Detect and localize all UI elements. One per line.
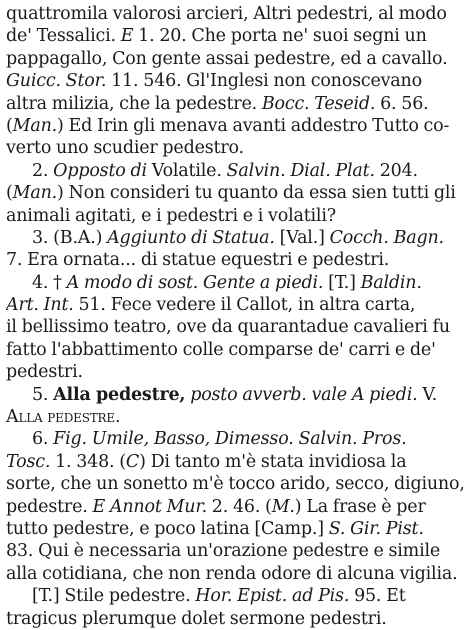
text-line [6, 137, 467, 159]
text-line [6, 451, 467, 473]
text-run: 1. 348. ( [50, 451, 126, 472]
text-run: 5. [32, 384, 54, 405]
italic-text: A modo di sost. Gente a piedi. [66, 272, 324, 293]
italic-text: Hor. Epist. ad Pis. [195, 586, 350, 607]
italic-text: Baldin. [360, 272, 422, 293]
text-run: ) Di tanto m'è stata invidiosa la [139, 451, 407, 472]
text-line [6, 93, 467, 115]
text-run: animali agitati, e i pedestri e i volatili? [6, 205, 336, 226]
text-line [6, 227, 467, 249]
italic-text: Salvin. Dial. Plat. [226, 160, 375, 181]
text-line [6, 608, 467, 630]
text-run: 83. Qui è necessaria un'orazione pedestre e simile [6, 541, 441, 562]
text-line [6, 272, 467, 294]
text-line [6, 428, 467, 450]
italic-text: Cocch. Bagn. [329, 227, 444, 248]
text-run: 3. (B.A.) [32, 227, 108, 248]
text-run: 11. 546. Gl'Inglesi non conoscevano [106, 71, 422, 92]
text-run: 1. 20. Che porta ne' suoi segni un [133, 26, 427, 47]
text-line [6, 473, 467, 495]
text-run: verto uno scudier pedestro. [6, 138, 244, 159]
text-line [6, 25, 467, 47]
italic-text: C [125, 451, 140, 472]
text-line [6, 115, 467, 137]
text-run: Volatile. [146, 160, 227, 181]
italic-text: Bocc. Teseid. [261, 93, 376, 114]
text-line [6, 563, 467, 585]
text-line [6, 361, 467, 383]
italic-text: Man. [12, 115, 58, 136]
italic-text: Fig. Umile, Basso, Dimesso. Salvin. Pros. [53, 429, 407, 450]
italic-text: Man. [12, 183, 58, 204]
italic-text: Tosc. [6, 451, 51, 472]
text-line [6, 294, 467, 316]
text-line [6, 406, 467, 428]
text-run: 2. [32, 160, 54, 181]
smallcaps-text: Alla pedestre. [6, 407, 121, 428]
text-run: de' Tessalici. [6, 26, 121, 47]
text-run: ( [6, 183, 13, 204]
text-run: altra milizia, che la pedestre. [6, 93, 262, 114]
text-line [6, 585, 467, 607]
text-run: [T.] Stile pedestre. [32, 586, 196, 607]
text-run: pedestri. [6, 362, 83, 383]
text-run: il bellissimo teatro, ove da quarantadue cavalieri fu [6, 317, 450, 338]
text-run: 4. † [32, 272, 67, 293]
text-run: ) La frase è per [294, 496, 426, 517]
text-line [6, 518, 467, 540]
italic-text: Guicc. Stor. [6, 71, 107, 92]
italic-text: E Annot Mur. [92, 496, 207, 517]
text-line [6, 70, 467, 92]
text-run: [Val.] [274, 227, 330, 248]
italic-text: Art. Int. [6, 295, 74, 316]
text-run: pedestre. [6, 496, 93, 517]
text-run: 6. 56. [375, 93, 429, 114]
text-run: 6. [32, 429, 54, 450]
text-run: fatto l'abbattimento colle comparse de' carri e de' [6, 339, 436, 360]
text-line [6, 540, 467, 562]
text-line [6, 182, 467, 204]
text-line [6, 384, 467, 406]
text-run: V. [417, 384, 438, 405]
bold-text: Alla pedestre, [53, 384, 186, 405]
text-line [6, 496, 467, 518]
text-line [6, 160, 467, 182]
text-line [6, 339, 467, 361]
text-run: 2. 46. ( [206, 496, 272, 517]
italic-text: Aggiunto di Statua. [107, 227, 275, 248]
text-run: sorte, che un sonetto m'è tocco arido, secco, digiuno, [6, 474, 465, 495]
italic-text: Opposto di [53, 160, 147, 181]
text-line [6, 249, 467, 271]
italic-text: M. [271, 496, 295, 517]
text-run: tutto pedestre, e poco latina [Camp.] [6, 518, 329, 539]
text-line [6, 3, 467, 25]
text-run: ( [6, 115, 13, 136]
italic-text: E [120, 26, 134, 47]
text-run: 7. Era ornata... di statue equestri e pedestri. [6, 250, 390, 271]
text-run: pappagallo, Con gente assai pedestre, ed a cavallo. [6, 48, 448, 69]
italic-text: posto avverb. vale A piedi. [190, 384, 418, 405]
text-run: 51. Fece vedere il Callot, in altra carta, [73, 295, 416, 316]
text-run: quattromila valorosi arcieri, Altri pedestri, al modo [6, 4, 447, 24]
text-run: ) Ed Irin gli menava avanti addestro Tutto co- [57, 115, 450, 136]
italic-text: S. Gir. Pist. [328, 518, 424, 539]
text-run: tragicus plerumque dolet sermone pedestri. [6, 608, 387, 629]
text-run: 204. [374, 160, 418, 181]
text-run: ) Non consideri tu quanto da essa sien tutti gli [57, 183, 456, 204]
text-line [6, 316, 467, 338]
text-line [6, 205, 467, 227]
text-run: 95. Et [349, 586, 406, 607]
text-run: alla cotidiana, che non renda odore di alcuna vigilia. [6, 563, 458, 584]
text-line [6, 48, 467, 70]
text-run: [T.] [323, 272, 361, 293]
